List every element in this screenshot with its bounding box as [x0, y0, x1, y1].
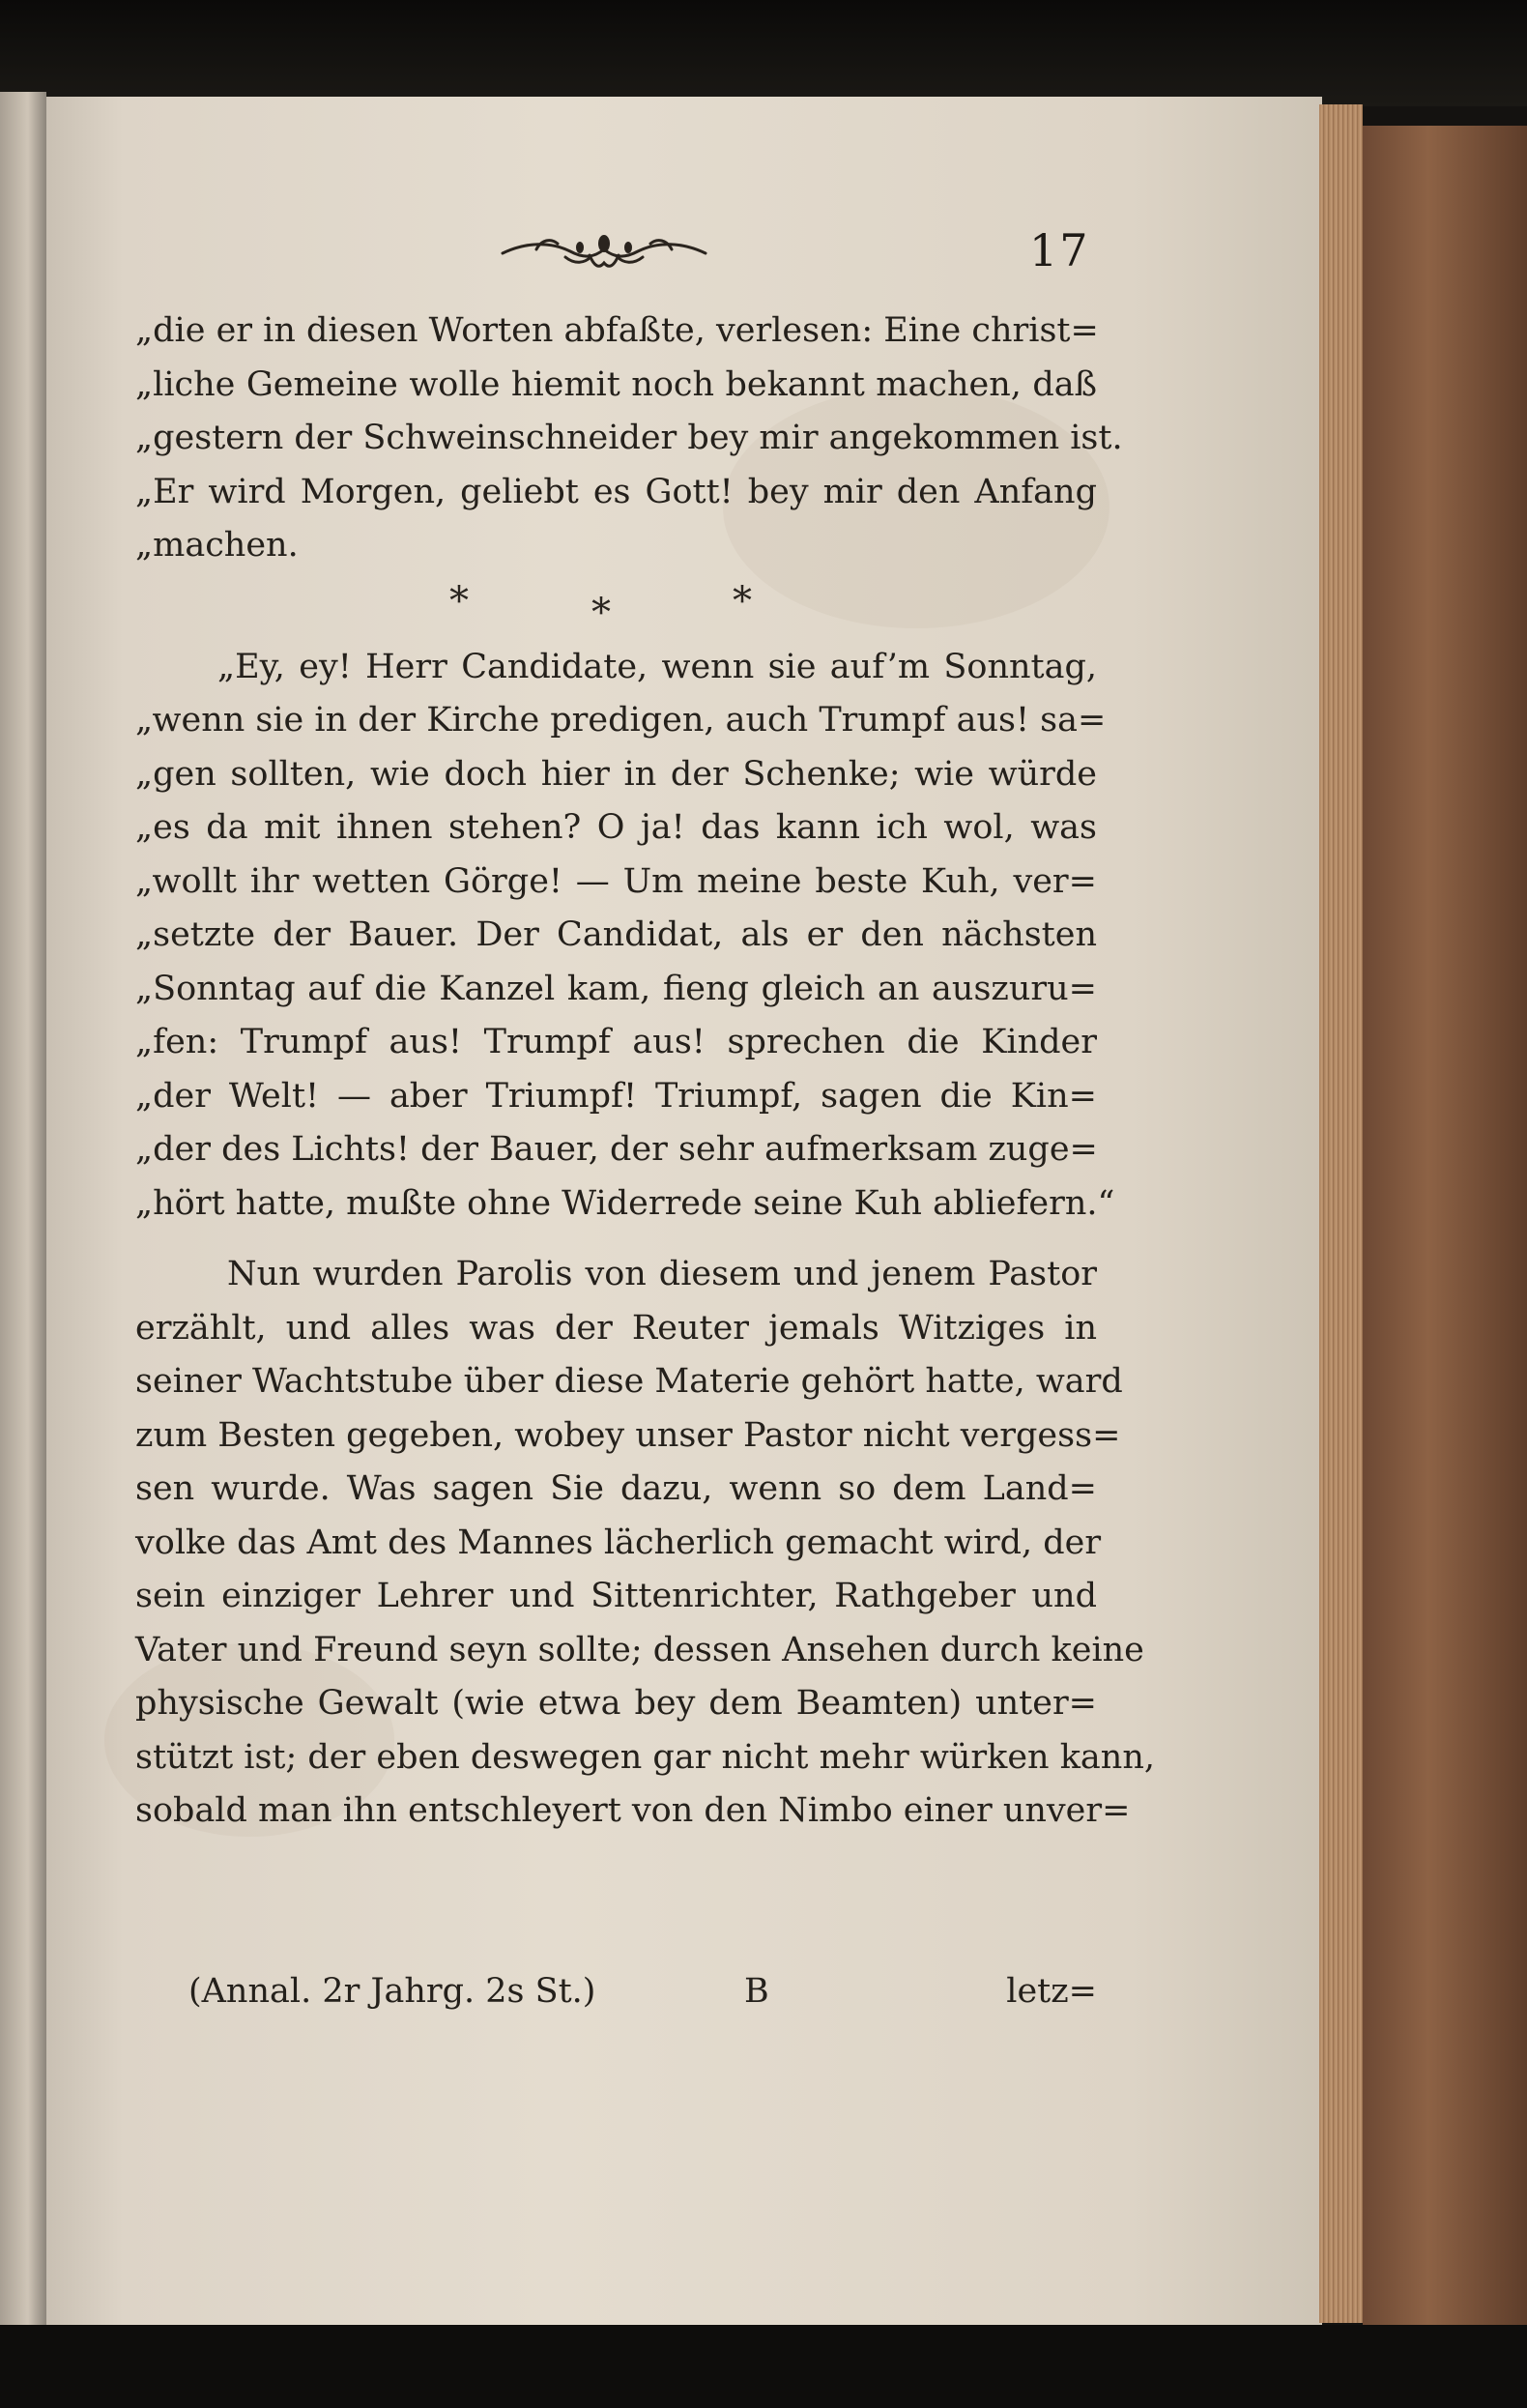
- asterisk: *: [733, 578, 752, 624]
- text-line: „liche Gemeine wolle hiemit noch bekannt machen, daß: [135, 364, 1097, 404]
- page-header: [126, 222, 1092, 290]
- body-line: physische Gewalt (wie etwa bey dem Beamten) unter=: [135, 1684, 1097, 1723]
- backdrop-top: [0, 0, 1527, 106]
- signature-reference: (Annal. 2r Jahrg. 2s St.): [188, 1972, 596, 2011]
- body-line: erzählt, und alles was der Reuter jemals Witziges in: [135, 1308, 1097, 1348]
- body-line: sein einziger Lehrer und Sittenrichter, Rathgeber und: [135, 1577, 1097, 1615]
- body-line: volke das Amt des Mannes lächerlich gemacht wird, der: [135, 1523, 1102, 1562]
- text-line: „gestern der Schweinschneider bey mir angekommen ist.: [135, 419, 1123, 457]
- text-line: „Er wird Morgen, geliebt es Gott! bey mir den Anfang: [135, 472, 1097, 511]
- backdrop-bottom: [0, 2325, 1527, 2408]
- body-line: sen wurde. Was sagen Sie dazu, wenn so dem Land=: [135, 1469, 1097, 1508]
- text-line: „die er in diesen Worten abfaßte, verlesen: Eine christ=: [135, 311, 1099, 350]
- quote-line: „wollt ihr wetten Görge! — Um meine beste Kuh, ver=: [135, 861, 1097, 901]
- quote-line: „es da mit ihnen stehen? O ja! das kann ich wol, was: [135, 808, 1097, 847]
- page-number: 17: [1029, 224, 1090, 276]
- body-line: Vater und Freund seyn sollte; dessen Ansehen durch keine: [135, 1630, 1144, 1669]
- catchword: letz=: [1006, 1972, 1097, 2011]
- quote-line: „der Welt! — aber Triumpf! Triumpf, sagen die Kin=: [135, 1076, 1097, 1116]
- page-block-edge: [1319, 104, 1363, 2323]
- quote-line: „setzte der Bauer. Der Candidat, als er den nächsten: [135, 915, 1097, 954]
- quote-line: „wenn sie in der Kirche predigen, auch Trumpf aus! sa=: [135, 701, 1107, 740]
- body-line: seiner Wachtstube über diese Materie gehört hatte, ward: [135, 1362, 1123, 1401]
- quote-line: „gen sollten, wie doch hier in der Schenke; wie würde: [135, 754, 1097, 794]
- left-page-edge: [0, 92, 46, 2344]
- book-cover-edge: [1363, 126, 1527, 2359]
- body-line: sobald man ihn entschleyert von den Nimbo einer unver=: [135, 1791, 1131, 1830]
- section-break-asterisks: [135, 573, 1097, 641]
- body-line: zum Besten gegeben, wobey unser Pastor nicht vergess=: [135, 1415, 1121, 1455]
- signature-mark: B: [744, 1972, 769, 2011]
- signature-line: [188, 1972, 1097, 2030]
- page-text: [135, 305, 1156, 1839]
- asterisk: *: [449, 578, 469, 624]
- asterisk: *: [591, 590, 611, 635]
- body-line: stützt ist; der eben deswegen gar nicht mehr würken kann,: [135, 1737, 1156, 1777]
- quote-line: „fen: Trumpf aus! Trumpf aus! sprechen die Kinder: [135, 1023, 1097, 1061]
- quote-line: „der des Lichts! der Bauer, der sehr aufmerksam zuge=: [135, 1130, 1098, 1169]
- body-line: Nun wurden Parolis von diesem und jenem Pastor: [227, 1255, 1097, 1293]
- quote-line: „hört hatte, mußte ohne Widerrede seine Kuh abliefern.“: [135, 1183, 1115, 1223]
- text-line: „machen.: [135, 526, 299, 565]
- quote-line: „Ey, ey! Herr Candidate, wenn sie auf’m Sonntag,: [217, 647, 1097, 686]
- floral-ornament-icon: [498, 222, 710, 280]
- quote-line: „Sonntag auf die Kanzel kam, fieng gleich an auszuru=: [135, 969, 1097, 1008]
